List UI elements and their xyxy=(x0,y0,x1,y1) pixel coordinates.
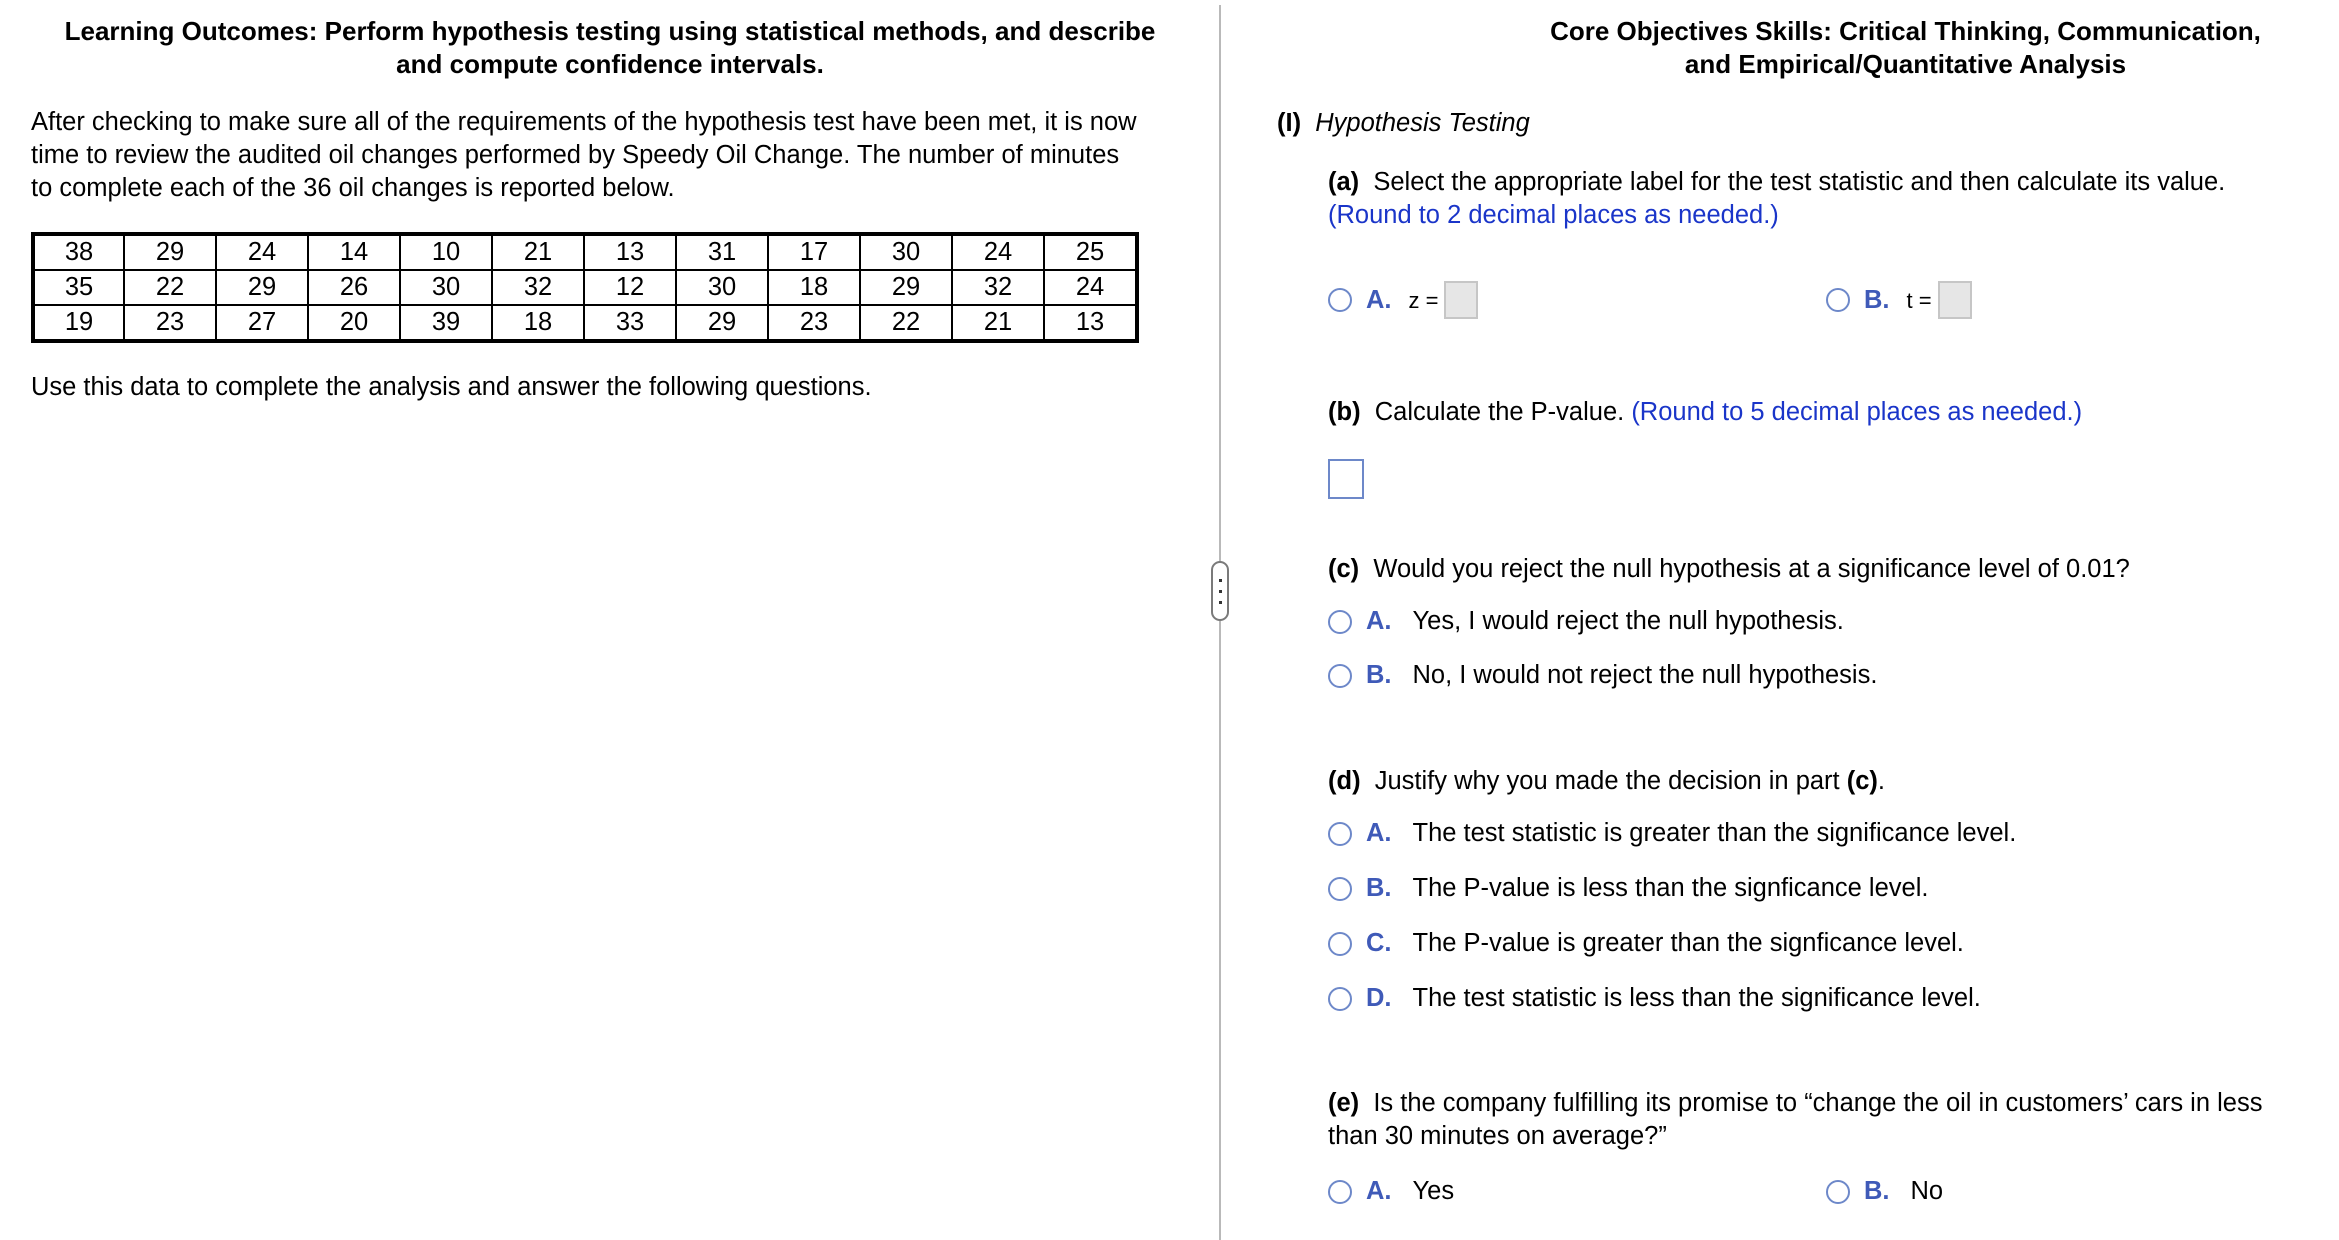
intro-paragraph: After checking to make sure all of the requirements of the hypothesis test have been met, it is now time to review the audited oil changes performed by Speedy Oil Change. The number of minutes to complete each of the 36 oil changes is reported below. xyxy=(31,108,1137,202)
table-cell: 18 xyxy=(492,305,584,341)
table-cell: 32 xyxy=(952,270,1044,305)
table-cell: 21 xyxy=(952,305,1044,341)
radio-a-z[interactable] xyxy=(1328,288,1352,312)
table-cell: 35 xyxy=(33,270,124,305)
table-cell: 10 xyxy=(400,234,492,270)
table-cell: 24 xyxy=(216,234,308,270)
section-heading: (I) Hypothesis Testing xyxy=(1277,109,1530,137)
oil-change-times-table xyxy=(31,232,1139,343)
table-cell: 14 xyxy=(308,234,400,270)
table-cell: 30 xyxy=(676,270,768,305)
question-c: (c) Would you reject the null hypothesis at a significance level of 0.01? xyxy=(1328,555,2130,583)
radio-e-a[interactable] xyxy=(1328,1180,1352,1204)
table-cell: 39 xyxy=(400,305,492,341)
table-cell: 25 xyxy=(1044,234,1137,270)
table-cell: 24 xyxy=(1044,270,1137,305)
radio-b-t[interactable] xyxy=(1826,288,1850,312)
option-d-c[interactable]: C. The P-value is greater than the signficance level. xyxy=(1328,927,1964,960)
option-c-a[interactable]: A. Yes, I would reject the null hypothesis. xyxy=(1328,605,1844,638)
question-a: (a) Select the appropriate label for the test statistic and then calculate its value. (Round to 2 decimal places as needed.) xyxy=(1328,166,2225,232)
question-e: (e) Is the company fulfilling its promise to “change the oil in customers’ cars in less than 30 minutes on average?” xyxy=(1328,1089,2263,1150)
right-pane xyxy=(1222,0,2339,1232)
z-value-input[interactable] xyxy=(1444,281,1478,319)
question-d: (d) Justify why you made the decision in part (c). xyxy=(1328,767,1885,795)
table-cell: 33 xyxy=(584,305,676,341)
table-cell: 20 xyxy=(308,305,400,341)
followup-instruction: Use this data to complete the analysis and answer the following questions. xyxy=(31,373,872,401)
pane-divider xyxy=(1219,5,1221,1240)
table-cell: 23 xyxy=(124,305,216,341)
option-e-yes[interactable]: A. Yes xyxy=(1328,1175,1454,1208)
table-cell: 24 xyxy=(952,234,1044,270)
t-value-input[interactable] xyxy=(1938,281,1972,319)
option-d-b[interactable]: B. The P-value is less than the signficance level. xyxy=(1328,872,1928,905)
table-cell: 19 xyxy=(33,305,124,341)
radio-e-b[interactable] xyxy=(1826,1180,1850,1204)
radio-d-a[interactable] xyxy=(1328,822,1352,846)
table-cell: 30 xyxy=(400,270,492,305)
table-cell: 38 xyxy=(33,234,124,270)
table-cell: 23 xyxy=(768,305,860,341)
table-row xyxy=(33,234,1137,270)
radio-d-d[interactable] xyxy=(1328,987,1352,1011)
table-cell: 26 xyxy=(308,270,400,305)
table-cell: 27 xyxy=(216,305,308,341)
table-cell: 30 xyxy=(860,234,952,270)
core-objectives-title: Core Objectives Skills: Critical Thinking, Communication, and Empirical/Quantitative Analysis xyxy=(1550,16,2261,79)
radio-c-a[interactable] xyxy=(1328,610,1352,634)
option-e-no[interactable]: B. No xyxy=(1826,1175,1943,1208)
learning-outcomes-title: Learning Outcomes: Perform hypothesis testing using statistical methods, and describe and compute confidence intervals. xyxy=(64,16,1156,79)
table-cell: 21 xyxy=(492,234,584,270)
question-b: (b) Calculate the P-value. (Round to 5 decimal places as needed.) xyxy=(1328,398,2083,426)
option-a-z-statistic[interactable]: A. z = xyxy=(1328,281,1478,319)
table-cell: 13 xyxy=(1044,305,1137,341)
option-c-b[interactable]: B. No, I would not reject the null hypothesis. xyxy=(1328,659,1877,692)
radio-d-b[interactable] xyxy=(1328,877,1352,901)
table-cell: 22 xyxy=(124,270,216,305)
table-cell: 22 xyxy=(860,305,952,341)
table-row xyxy=(33,305,1137,341)
option-b-t-statistic[interactable]: B. t = xyxy=(1826,281,1972,319)
p-value-input[interactable] xyxy=(1328,459,1364,499)
option-d-d[interactable]: D. The test statistic is less than the significance level. xyxy=(1328,982,1981,1015)
question-a-hint: (Round to 2 decimal places as needed.) xyxy=(1328,201,1779,229)
table-cell: 17 xyxy=(768,234,860,270)
table-cell: 29 xyxy=(216,270,308,305)
table-cell: 13 xyxy=(584,234,676,270)
table-cell: 29 xyxy=(676,305,768,341)
table-row xyxy=(33,270,1137,305)
option-d-a[interactable]: A. The test statistic is greater than the significance level. xyxy=(1328,817,2016,850)
table-cell: 18 xyxy=(768,270,860,305)
table-cell: 29 xyxy=(124,234,216,270)
radio-c-b[interactable] xyxy=(1328,664,1352,688)
table-cell: 32 xyxy=(492,270,584,305)
table-cell: 31 xyxy=(676,234,768,270)
radio-d-c[interactable] xyxy=(1328,932,1352,956)
table-cell: 29 xyxy=(860,270,952,305)
table-cell: 12 xyxy=(584,270,676,305)
